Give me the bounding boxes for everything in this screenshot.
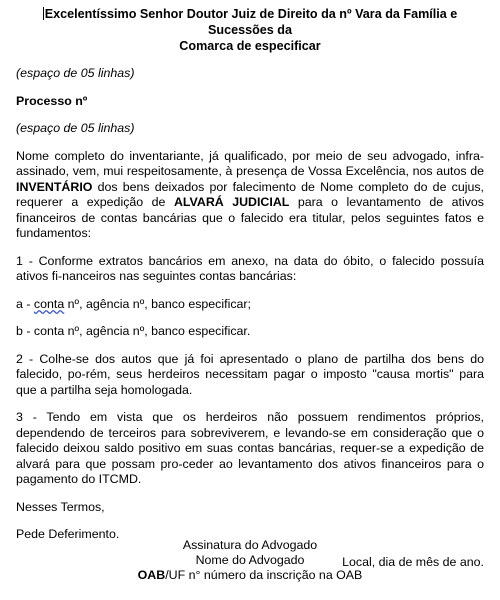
intro-bold-alvara: ALVARÁ JUDICIAL: [173, 195, 290, 209]
item-a-paragraph: [16, 297, 484, 313]
item-a-prefix: a -: [16, 296, 34, 311]
closing-line-2: Pede Deferimento.: [16, 527, 120, 541]
space-note-1: (espaço de 05 linhas): [16, 66, 135, 80]
document-header: [16, 6, 484, 54]
lawyer-name: Nome do Advogado: [195, 553, 305, 567]
intro-text-2: dos bens deixados por falecimento de Nome completo do de cujus, requerer a expedição de: [16, 179, 484, 209]
item-2-paragraph: 2 - Colhe-se dos autos que já foi apresentado o plano de partilha dos bens do falecido, po-rém, seus herdeiros necessitam pagar o imposto "causa mortis" para que a partilha seja homologada.: [16, 351, 484, 397]
intro-paragraph: [16, 149, 484, 242]
spellcheck-word[interactable]: conta: [33, 296, 65, 311]
item-a-rest: nº, agência nº, banco especificar;: [64, 296, 251, 311]
item-1-paragraph: 1 - Conforme extratos bancários em anexo, na data do óbito, o falecido possuía ativos fi-nanceiros nas seguintes contas bancárias:: [16, 253, 484, 283]
intro-text-3: para o levantamento de ativos financeiros de contas bancárias que o falecido era titular, pelos seguintes fatos e fundamentos:: [16, 195, 484, 240]
intro-text-1: Nome completo do inventariante, já qualificado, por meio de seu advogado, infra-assinado, vem, mui respeitosamente, à presença de Vossa Excelência, nos autos de: [16, 148, 484, 178]
header-line-2: Comarca de especificar: [179, 39, 321, 53]
oab-line: [0, 568, 500, 583]
space-note-2: (espaço de 05 linhas): [16, 121, 135, 135]
text-cursor: [43, 7, 44, 20]
header-line-1: Excelentíssimo Senhor Doutor Juiz de Direito da nº Vara da Família e Sucessões da: [44, 7, 458, 37]
item-3-paragraph: 3 - Tendo em vista que os herdeiros não possuem rendimentos próprios, dependendo de terceiros para sobreviverem, e levando-se em consideração que o falecido deixou saldo positivo em suas contas bancárias, requer-se a expedição de alvará para que possam pro-ceder ao levantamento dos ativos financeiros para o pagamento do ITCMD.: [16, 410, 484, 486]
process-label: Processo nº: [16, 93, 88, 108]
signature-line: Assinatura do Advogado: [182, 538, 318, 552]
signature-block: [0, 538, 500, 583]
oab-number: /UF n° número da inscrição na OAB: [165, 568, 363, 582]
oab-label: OAB: [137, 568, 166, 582]
item-b-paragraph: b - conta nº, agência nº, banco especificar.: [16, 324, 251, 338]
closing-line-1: Nesses Termos,: [16, 499, 105, 514]
place-date: Local, dia de mês de ano.: [342, 554, 484, 569]
intro-bold-inventario: INVENTÁRIO: [16, 179, 93, 194]
